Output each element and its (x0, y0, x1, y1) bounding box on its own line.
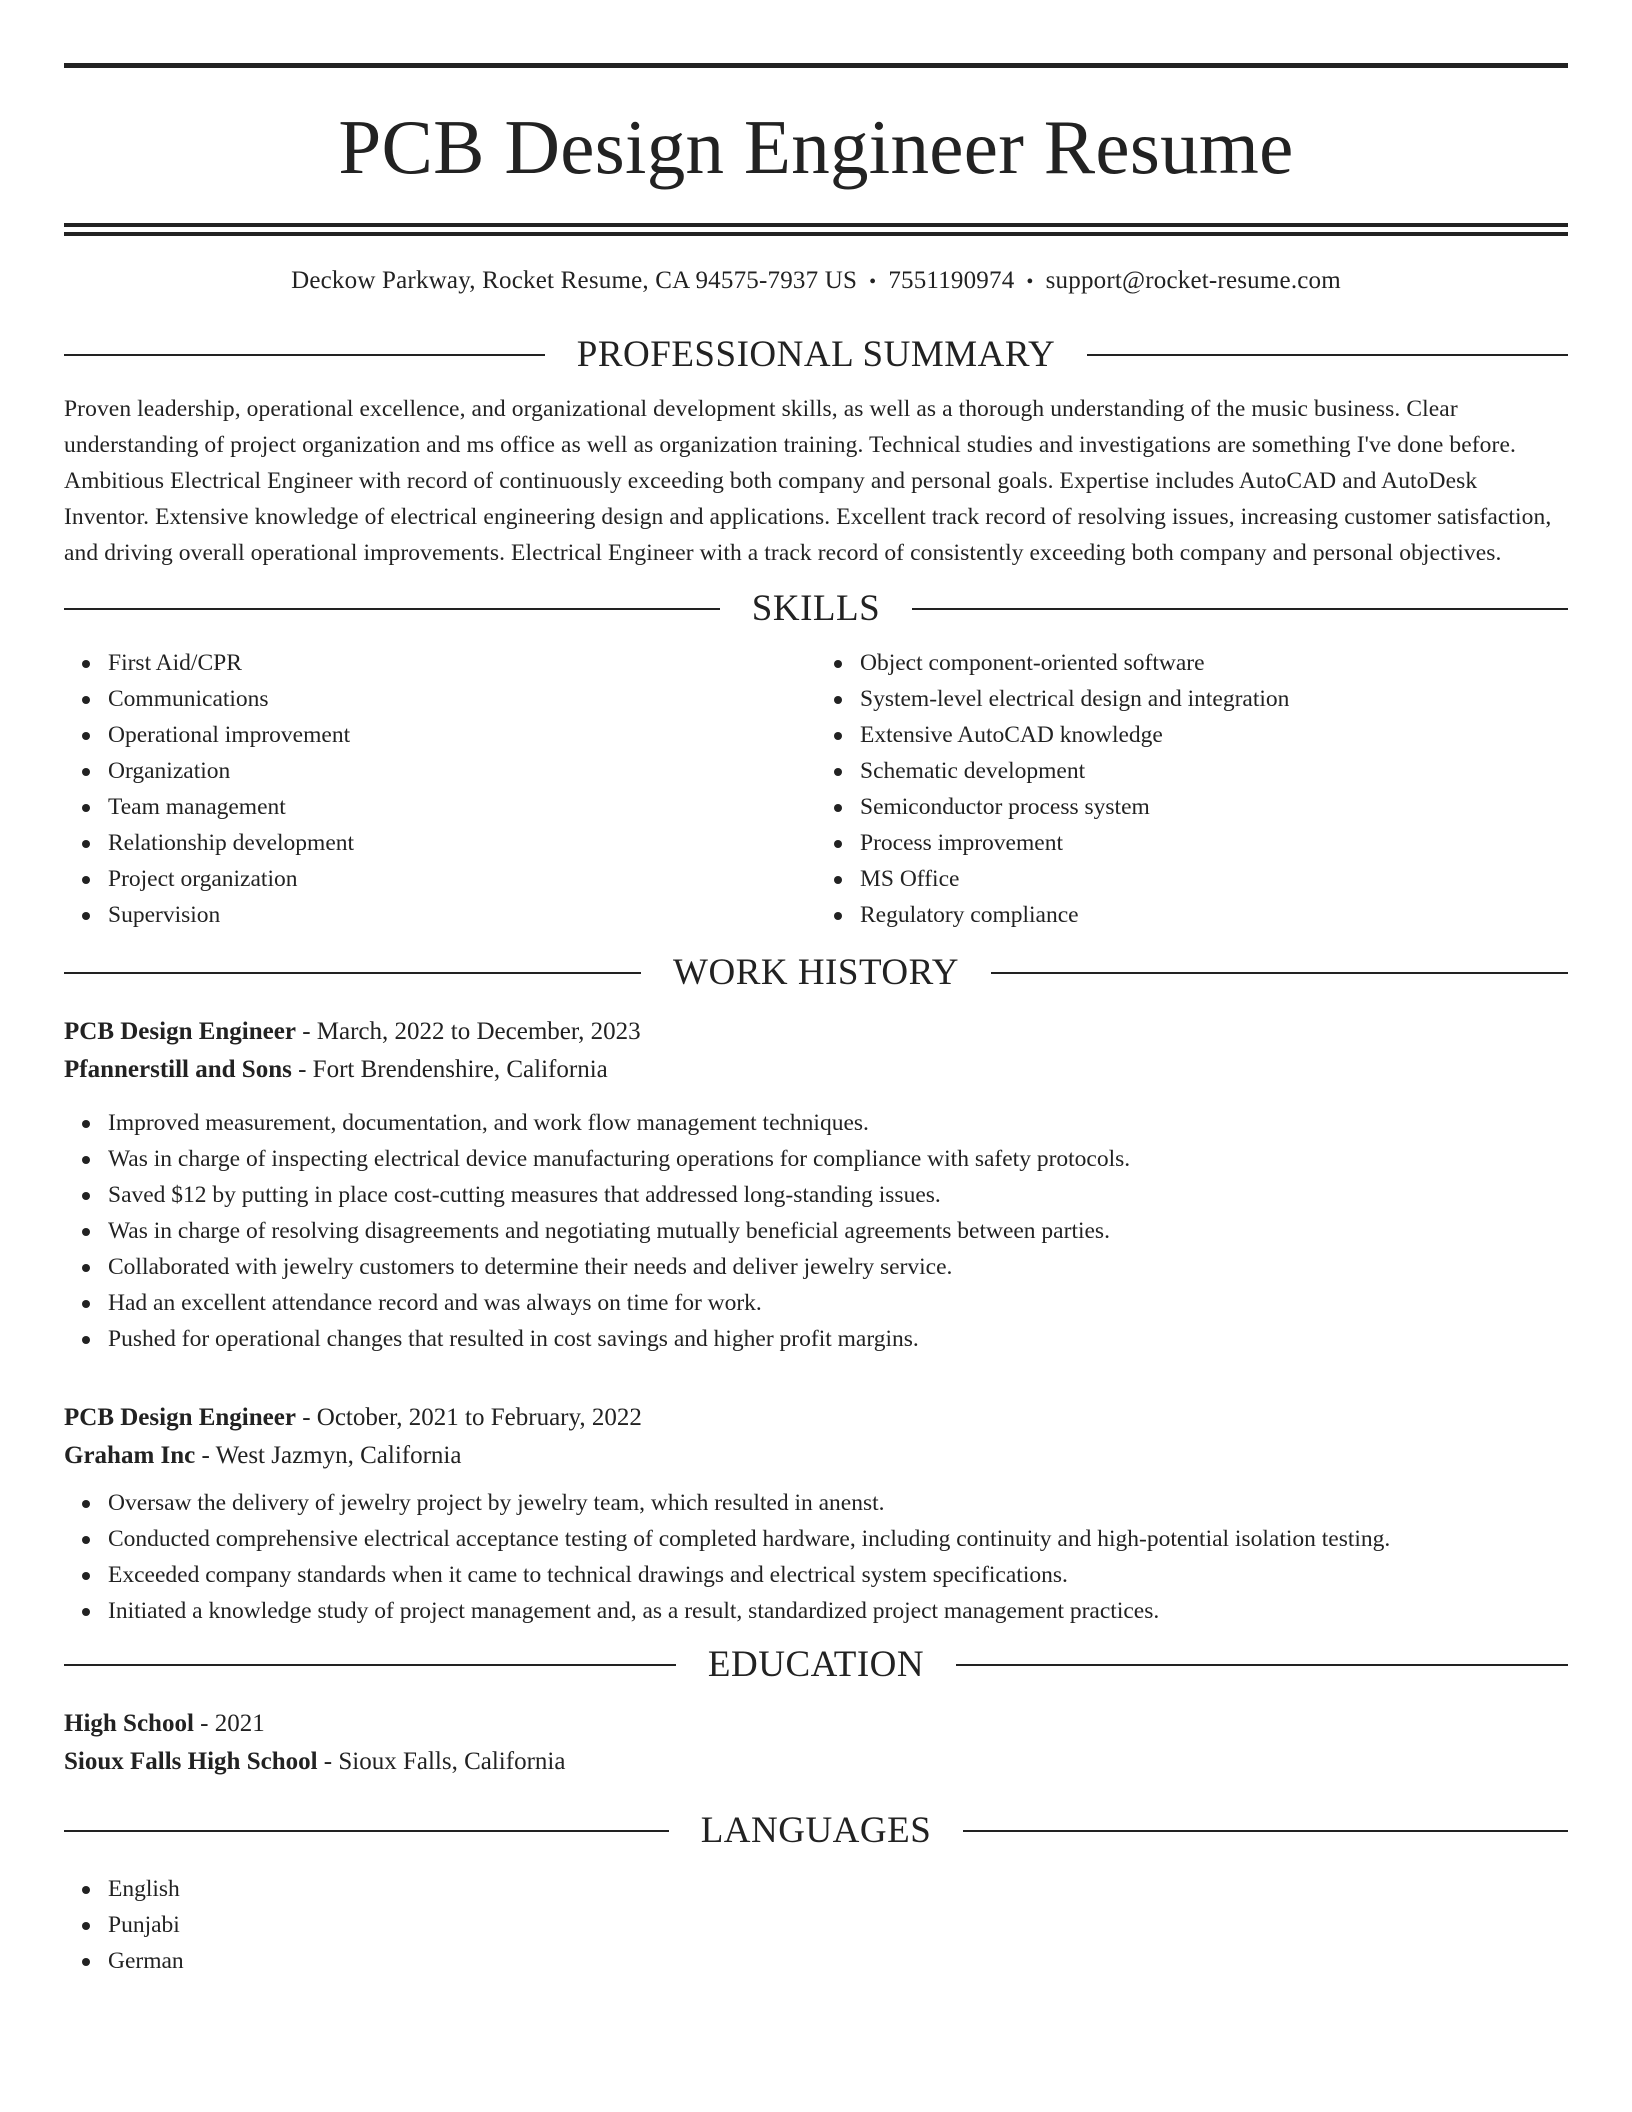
education-degree: High School (64, 1710, 194, 1737)
job-bullet: Conducted comprehensive electrical acceptance testing of completed hardware, including continuity and high-potential isolation testing. (108, 1521, 1568, 1557)
job-bullet: Saved $12 by putting in place cost-cutting measures that addressed long-standing issues. (108, 1177, 1568, 1213)
job-bullet: Collaborated with jewelry customers to determine their needs and deliver jewelry service. (108, 1249, 1568, 1285)
divider-line (64, 972, 641, 974)
job-bullets (64, 1105, 1568, 1357)
section-title-summary: PROFESSIONAL SUMMARY (576, 334, 1056, 375)
job-entry (64, 1013, 1568, 1357)
divider-line (956, 1664, 1568, 1666)
job-bullet: Improved measurement, documentation, and work flow management techniques. (108, 1105, 1568, 1141)
job-title: PCB Design Engineer (64, 1018, 296, 1045)
skills-column-right (816, 645, 1568, 933)
contact-phone: 7551190974 (888, 267, 1015, 294)
section-header-summary (64, 333, 1568, 377)
top-rule (64, 63, 1568, 68)
divider-line (1087, 354, 1568, 356)
section-header-languages (64, 1809, 1568, 1853)
contact-email: support@rocket-resume.com (1045, 267, 1341, 294)
job-title-line (64, 1399, 1568, 1437)
job-bullet: Initiated a knowledge study of project management and, as a result, standardized project management practices. (108, 1593, 1568, 1629)
skill-item: Team management (108, 789, 816, 825)
divider-line (64, 608, 720, 610)
section-header-skills (64, 587, 1568, 631)
section-title-work: WORK HISTORY (673, 952, 959, 993)
job-title-line (64, 1013, 1568, 1051)
skill-item: Communications (108, 681, 816, 717)
skill-item: Regulatory compliance (860, 897, 1568, 933)
section-header-education (64, 1643, 1568, 1687)
job-location: - West Jazmyn, California (195, 1442, 462, 1469)
job-bullet: Pushed for operational changes that resulted in cost savings and higher profit margins. (108, 1321, 1568, 1357)
skill-item: Organization (108, 753, 816, 789)
language-item: Punjabi (108, 1907, 1568, 1943)
education-degree-line (64, 1705, 1568, 1743)
job-dates: - March, 2022 to December, 2023 (295, 1018, 641, 1045)
job-company-line (64, 1437, 1568, 1475)
bullet-separator: • (1026, 271, 1034, 293)
job-location: - Fort Brendenshire, California (291, 1056, 608, 1083)
language-item: German (108, 1943, 1568, 1979)
section-title-education: EDUCATION (707, 1644, 925, 1685)
resume-title: PCB Design Engineer Resume (338, 104, 1294, 190)
job-bullet: Oversaw the delivery of jewelry project by jewelry team, which resulted in anenst. (108, 1485, 1568, 1521)
language-item: English (108, 1871, 1568, 1907)
job-company: Graham Inc (64, 1442, 196, 1469)
job-bullets (64, 1485, 1568, 1629)
education-school: Sioux Falls High School (64, 1748, 318, 1775)
skill-item: System-level electrical design and integration (860, 681, 1568, 717)
skill-item: Semiconductor process system (860, 789, 1568, 825)
job-company-line (64, 1051, 1568, 1089)
job-dates: - October, 2021 to February, 2022 (295, 1404, 642, 1431)
education-year: - 2021 (193, 1710, 265, 1737)
job-bullet: Was in charge of resolving disagreements and negotiating mutually beneficial agreements between parties. (108, 1213, 1568, 1249)
skill-item: Operational improvement (108, 717, 816, 753)
job-entry (64, 1399, 1568, 1629)
education-school-line (64, 1743, 1568, 1781)
divider-line (912, 608, 1568, 610)
skill-item: First Aid/CPR (108, 645, 816, 681)
bullet-separator: • (869, 271, 877, 293)
section-header-work (64, 951, 1568, 995)
divider-line (64, 1830, 669, 1832)
education-entry (64, 1705, 1568, 1781)
skill-item: Supervision (108, 897, 816, 933)
contact-line (64, 266, 1568, 297)
skill-item: Object component-oriented software (860, 645, 1568, 681)
job-bullet: Was in charge of inspecting electrical device manufacturing operations for compliance with safety protocols. (108, 1141, 1568, 1177)
summary-text: Proven leadership, operational excellence, and organizational development skills, as well as a thorough understanding of the music business. Clear understanding of project organization and ms office as well as organization training. Technical studies and investigations are something I've done before. Ambitious Electrical Engineer with record of continuously exceeding both company and personal goals. Expertise includes AutoCAD and AutoDesk Inventor. Extensive knowledge of electrical engineering design and applications. Excellent track record of resolving issues, increasing customer satisfaction, and driving overall operational improvements. Electrical Engineer with a track record of consistently exceeding both company and personal objectives. (64, 396, 1552, 566)
skill-item: Project organization (108, 861, 816, 897)
skills-column-left (64, 645, 816, 933)
divider-line (991, 972, 1568, 974)
double-rule (64, 223, 1568, 236)
skill-item: Relationship development (108, 825, 816, 861)
section-title-skills: SKILLS (751, 588, 881, 629)
divider-line (963, 1830, 1568, 1832)
skill-item: MS Office (860, 861, 1568, 897)
job-bullet: Had an excellent attendance record and was always on time for work. (108, 1285, 1568, 1321)
skill-item: Process improvement (860, 825, 1568, 861)
job-company: Pfannerstill and Sons (64, 1056, 292, 1083)
divider-line (64, 354, 545, 356)
job-title: PCB Design Engineer (64, 1404, 296, 1431)
skill-item: Schematic development (860, 753, 1568, 789)
section-title-languages: LANGUAGES (700, 1810, 932, 1851)
divider-line (64, 1664, 676, 1666)
skill-item: Extensive AutoCAD knowledge (860, 717, 1568, 753)
skills-grid (64, 645, 1568, 933)
education-location: - Sioux Falls, California (317, 1748, 566, 1775)
languages-list (64, 1871, 1568, 1979)
contact-address: Deckow Parkway, Rocket Resume, CA 94575-7937 US (291, 267, 858, 294)
job-bullet: Exceeded company standards when it came to technical drawings and electrical system specifications. (108, 1557, 1568, 1593)
